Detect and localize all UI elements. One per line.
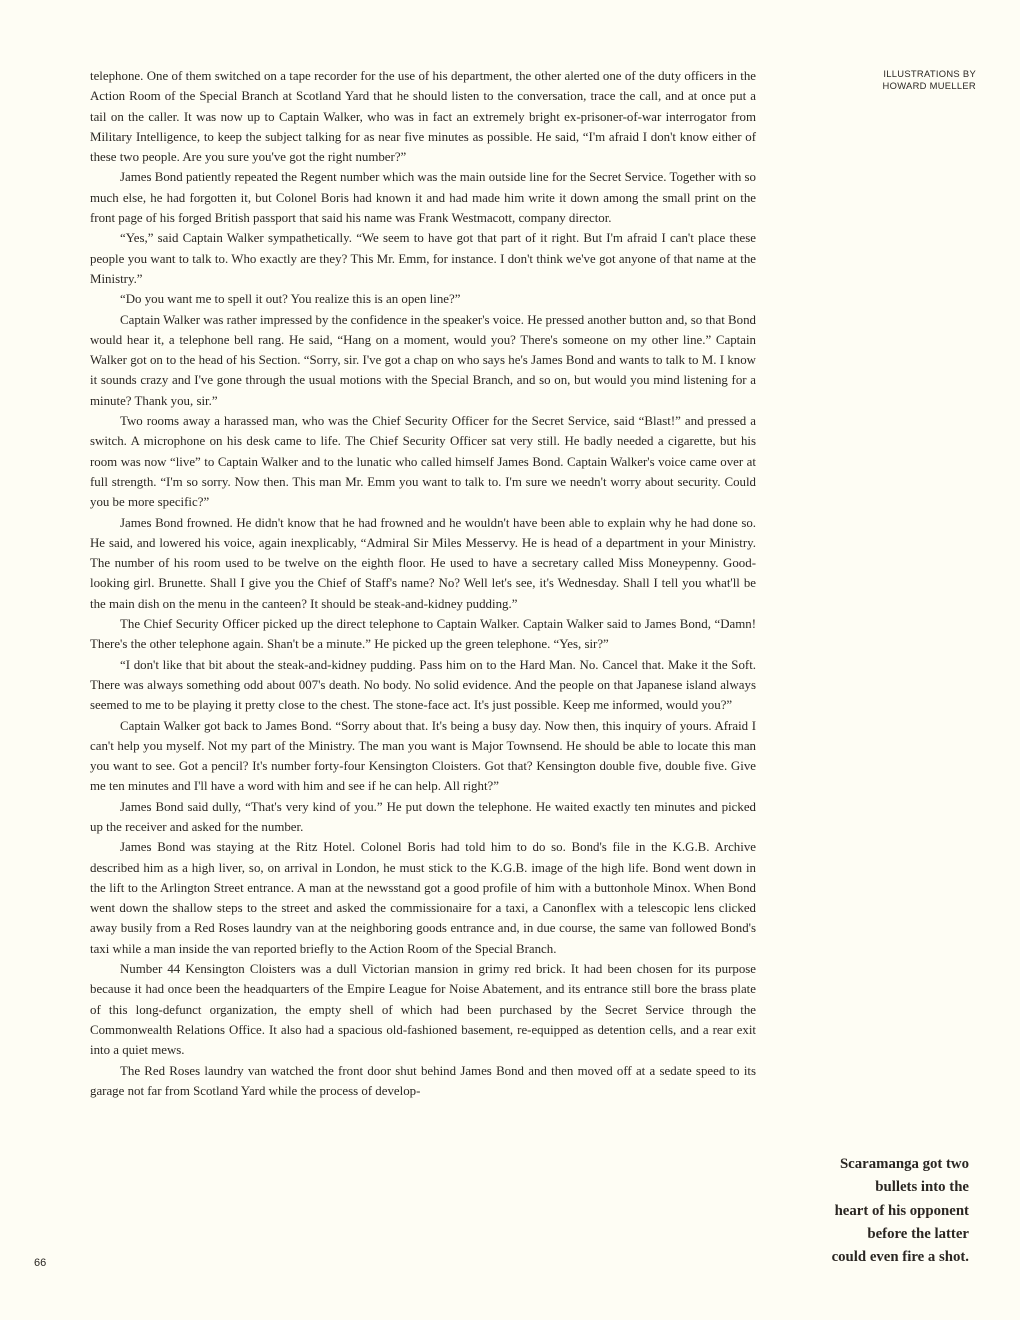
paragraph: telephone. One of them switched on a tape recorder for the use of his department, the other alerted one of the duty officers in the Action Room of the Special Branch at Scotland Yard that he should listen to the conversation, trace the call, and at once put a tail on the caller. It was now up to Captain Walker, who was in fact an extremely bright ex-prisoner-of-war interrogator from Military Intelligence, to keep the subject talking for as near five minutes as possible. He said, “I'm afraid I don't know either of these two people. Are you sure you've got the right number?” [90,69,756,165]
credit-line-1: ILLUSTRATIONS BY [883,68,976,79]
paragraph: “I don't like that bit about the steak-and-kidney pudding. Pass him on to the Hard Man. No. Cancel that. Make it the Soft. There was always something odd about 007's death. No body. No solid evidence. And the people on that Japanese island always seemed to me to be playing it pretty close to the chest. The stone-face act. It's just possible. Keep me informed, would you?” [90,657,756,713]
illustration-credit [850,68,976,92]
pull-quote-line: bullets into the [875,1179,969,1196]
paragraph: “Do you want me to spell it out? You realize this is an open line?” [120,292,461,307]
paragraph: Captain Walker got back to James Bond. “Sorry about that. It's being a busy day. Now then, this inquiry of yours. Afraid I can't help you myself. Not my part of the Ministry. The man you want is Major Townsend. He should be able to locate this man you want to see. Got a pencil? It's number forty-four Kensington Cloisters. Got that? Kensington double five, double five. Give me ten minutes and I'll have a word with him and see if he can help. All right?” [90,718,756,794]
credit-line-2: HOWARD MUELLER [882,80,976,91]
paragraph: James Bond said dully, “That's very kind of you.” He put down the telephone. He waited exactly ten minutes and picked up the receiver and asked for the number. [90,799,756,834]
paragraph: Two rooms away a harassed man, who was the Chief Security Officer for the Secret Service, said “Blast!” and pressed a switch. A microphone on his desk came to life. The Chief Security Officer sat very still. He badly needed a cigarette, but his room was now “live” to Captain Walker and to the lunatic who called himself James Bond. Captain Walker's voice came over at full strength. “I'm so sorry. Now then. This man Mr. Emm you want to talk to. I'm sure we needn't worry about security. Could you be more specific?” [90,414,756,510]
pull-quote [794,1153,969,1269]
pull-quote-line: heart of his opponent [834,1202,969,1219]
story-text-column [90,66,756,1101]
paragraph: “Yes,” said Captain Walker sympathetically. “We seem to have got that part of it right. But I'm afraid I can't place these people you want to talk to. Who exactly are they? This Mr. Emm, for instance. I don't think we've got anyone of that name at the Ministry.” [90,231,756,286]
paragraph: Captain Walker was rather impressed by the confidence in the speaker's voice. He pressed another button and, so that Bond would hear it, a telephone bell rang. He said, “Hang on a moment, would you? There's someone on my other line.” Captain Walker got on to the head of his Section. “Sorry, sir. I've got a chap on who says he's James Bond and wants to talk to M. I know it sounds crazy and I've gone through the usual motions with the Special Branch, and so on, but would you mind listening for a minute? Thank you, sir.” [90,312,756,408]
paragraph: Number 44 Kensington Cloisters was a dull Victorian mansion in grimy red brick. It had been chosen for its purpose because it had once been the headquarters of the Empire League for Noise Abatement, and its entrance still bore the brass plate of this long-defunct organization, the empty shell of which had been purchased by the Secret Service through the Commonwealth Relations Office. It also had a spacious old-fashioned basement, re-equipped as detention cells, and a rear exit into a quiet mews. [90,962,756,1058]
pull-quote-line: could even fire a shot. [831,1249,969,1266]
pull-quote-line: Scaramanga got two [839,1156,969,1172]
paragraph: James Bond frowned. He didn't know that he had frowned and he wouldn't have been able to explain why he had done so. He said, and lowered his voice, again inexplicably, “Admiral Sir Miles Messervy. He is head of a department in your Ministry. The number of his room used to be twelve on the eighth floor. He used to have a secretary called Miss Moneypenny. Good-looking girl. Brunette. Shall I give you the Chief of Staff's name? No? Well let's see, it's Wednesday. Shall I tell you what'll be the main dish on the menu in the canteen? It should be steak-and-kidney pudding.” [90,515,756,611]
paragraph: James Bond patiently repeated the Regent number which was the main outside line for the Secret Service. Together with so much else, he had forgotten it, but Colonel Boris had known it and had made him write it down among the small print on the front page of his forged British passport that said his name was Frank Westmacott, company director. [90,170,756,226]
paragraph: James Bond was staying at the Ritz Hotel. Colonel Boris had told him to do so. Bond's file in the K.G.B. Archive described him as a high liver, so, on arrival in London, he must stick to the K.G.B. image of the high life. Bond went down in the lift to the Arlington Street entrance. A man at the newsstand got a good profile of him with a buttonhole Minox. When Bond went down the shallow steps to the street and asked the commissionaire for a taxi, a Canonflex with a telescopic lens clicked away busily from a Red Roses laundry van at the neighboring goods entrance and, in due course, the same van followed Bond's taxi while a man inside the van reported briefly to the Action Room of the Special Branch. [90,840,756,956]
page-number: 66 [34,1257,47,1269]
paragraph: The Red Roses laundry van watched the front door shut behind James Bond and then moved off at a sedate speed to its garage not far from Scotland Yard while the process of develop- [90,1063,756,1098]
pull-quote-line: before the latter [867,1225,969,1242]
paragraph: The Chief Security Officer picked up the direct telephone to Captain Walker. Captain Walker said to James Bond, “Damn! There's the other telephone again. Shan't be a minute.” He picked up the green telephone. “Yes, sir?” [90,617,756,652]
